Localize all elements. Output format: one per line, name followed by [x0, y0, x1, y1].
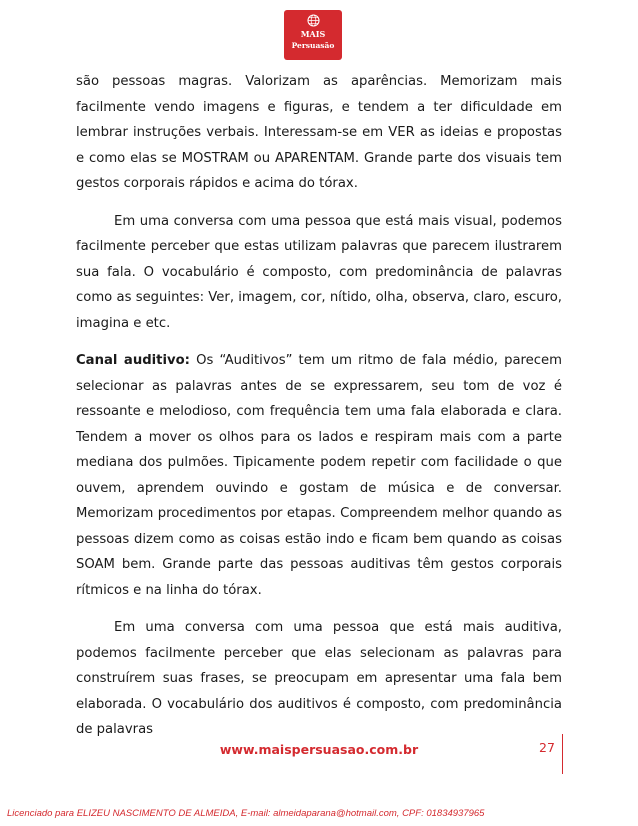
globe-icon: [307, 14, 320, 27]
footer-divider: [562, 734, 563, 774]
footer-url-link[interactable]: www.maispersuasao.com.br: [219, 742, 419, 757]
paragraph-auditory-conversation: Em uma conversa com uma pessoa que está mais auditiva, podemos facilmente perceber que elas selecionam as palavras para construírem suas frases, se preocupam em apresentar uma fala bem elaborada. O vocabulário dos auditivos é composto, com predominância de palavras: [76, 620, 562, 737]
page-body: [76, 69, 562, 743]
brand-logo: [284, 10, 342, 60]
paragraph-visual-traits: são pessoas magras. Valorizam as aparências. Memorizam mais facilmente vendo imagens e figuras, e tendem a ter dificuldade em lembrar instruções verbais. Interessam-se em VER as ideias e propostas e como elas se MOSTRAM ou APARENTAM. Grande parte dos visuais tem gestos corporais rápidos e acima do tórax.: [76, 74, 562, 191]
logo-text-line2: Persuasão: [291, 41, 335, 50]
paragraph-auditory-channel: [76, 348, 562, 603]
paragraph-auditory-text: Os “Auditivos” tem um ritmo de fala médio, parecem selecionar as palavras antes de se expressarem, seu tom de voz é ressoante e melodioso, com frequência tem uma fala elaborada e clara. Tendem a mover os olhos para os lados e respiram mais com a parte mediana dos pulmões. Tipicamente podem repetir com facilidade o que ouvem, aprendem ouvindo e gostam de música e de conversar. Memorizam procedimentos por etapas. Compreendem melhor quando as pessoas dizem como as coisas estão indo e ficam bem quando as coisas SOAM bem. Grande parte das pessoas auditivas têm gestos corporais rítmicos e na linha do tórax.: [76, 353, 562, 598]
section-heading-auditory: Canal auditivo:: [76, 353, 190, 368]
logo-text-line1: MAIS: [300, 29, 326, 39]
paragraph-visual-conversation: Em uma conversa com uma pessoa que está mais visual, podemos facilmente perceber que estas utilizam palavras que parecem ilustrarem sua fala. O vocabulário é composto, com predominância de palavras como as seguintes: Ver, imagem, cor, nítido, olha, observa, claro, escuro, imagina e etc.: [76, 213, 562, 331]
page-number: 27: [539, 740, 555, 755]
license-notice: Licenciado para ELIZEU NASCIMENTO DE ALMEIDA, E-mail: almeidaparana@hotmail.com, CPF: 01834937965: [7, 808, 485, 819]
